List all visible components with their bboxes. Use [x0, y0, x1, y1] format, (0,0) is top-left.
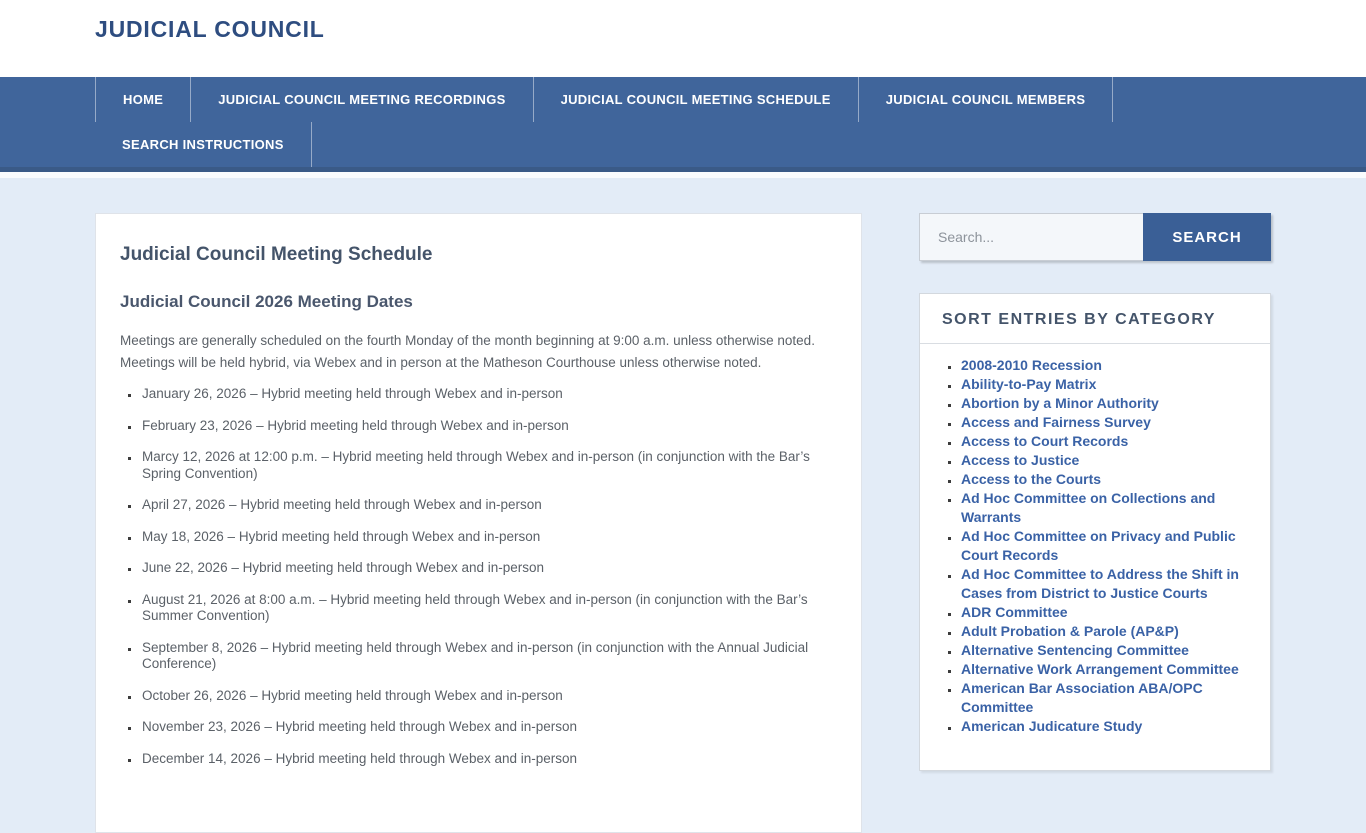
category-item [960, 470, 1252, 489]
category-link[interactable]: Ability-to-Pay Matrix [961, 376, 1097, 392]
main-nav [0, 77, 1366, 172]
nav-item[interactable]: JUDICIAL COUNCIL MEMBERS [859, 77, 1114, 122]
category-item [960, 603, 1252, 622]
nav-item[interactable]: JUDICIAL COUNCIL MEETING RECORDINGS [191, 77, 533, 122]
site-title[interactable]: JUDICIAL COUNCIL [95, 16, 325, 42]
nav-list [95, 77, 1271, 167]
site-header [0, 0, 1366, 77]
meeting-item: ▪ May 18, 2026 – Hybrid meeting held through Webex and in-person [140, 529, 837, 546]
intro-paragraph: Meetings are generally scheduled on the fourth Monday of the month beginning at 9:00 a.m. unless otherwise noted. Meetings will be held hybrid, via Webex and in person at the Matheson Courthouse unless otherwise noted. [120, 333, 815, 370]
category-link[interactable]: Access to the Courts [961, 471, 1102, 487]
page-body [95, 213, 1271, 833]
meeting-item: ▪ January 26, 2026 – Hybrid meeting held through Webex and in-person [140, 386, 837, 403]
category-item [960, 660, 1252, 679]
search-input[interactable] [919, 213, 1143, 261]
category-item [960, 356, 1252, 375]
category-item [960, 679, 1252, 717]
category-link[interactable]: American Judicature Study [961, 718, 1143, 734]
category-item [960, 527, 1252, 565]
content-card [95, 213, 862, 833]
search-button[interactable]: SEARCH [1143, 213, 1271, 261]
nav-divider [0, 172, 1366, 178]
category-link[interactable]: Ad Hoc Committee on Privacy and Public Court Records [961, 528, 1236, 563]
category-item [960, 375, 1252, 394]
category-link[interactable]: 2008-2010 Recession [961, 357, 1102, 373]
category-item [960, 565, 1252, 603]
category-link[interactable]: Access to Court Records [961, 433, 1129, 449]
category-link[interactable]: Access and Fairness Survey [961, 414, 1151, 430]
section-heading: Judicial Council 2026 Meeting Dates [120, 292, 413, 311]
category-item [960, 413, 1252, 432]
nav-item[interactable]: JUDICIAL COUNCIL MEETING SCHEDULE [534, 77, 859, 122]
header-inner [95, 0, 1271, 43]
category-item [960, 394, 1252, 413]
nav-item[interactable]: SEARCH INSTRUCTIONS [95, 122, 312, 167]
category-link[interactable]: Access to Justice [961, 452, 1080, 468]
category-item [960, 451, 1252, 470]
category-item [960, 641, 1252, 660]
category-link[interactable]: American Bar Association ABA/OPC Committee [961, 680, 1203, 715]
category-widget-title: SORT ENTRIES BY CATEGORY [920, 294, 1270, 344]
meeting-item: ▪ April 27, 2026 – Hybrid meeting held through Webex and in-person [140, 497, 837, 514]
category-link[interactable]: ADR Committee [961, 604, 1068, 620]
meeting-item: ▪ August 21, 2026 at 8:00 a.m. – Hybrid meeting held through Webex and in-person (in conjunction with the Bar’s Summer Convention) [140, 592, 837, 625]
category-link[interactable]: Alternative Work Arrangement Committee [961, 661, 1239, 677]
search-form [919, 213, 1271, 261]
page-title: Judicial Council Meeting Schedule [120, 244, 433, 265]
meeting-item: ▪ November 23, 2026 – Hybrid meeting held through Webex and in-person [140, 719, 837, 736]
meeting-list [120, 386, 837, 767]
category-link[interactable]: Ad Hoc Committee to Address the Shift in Cases from District to Justice Courts [961, 566, 1239, 601]
meeting-item: ▪ February 23, 2026 – Hybrid meeting held through Webex and in-person [140, 418, 837, 435]
category-link[interactable]: Abortion by a Minor Authority [961, 395, 1159, 411]
category-link[interactable]: Ad Hoc Committee on Collections and Warrants [961, 490, 1216, 525]
category-link[interactable]: Alternative Sentencing Committee [961, 642, 1189, 658]
category-link[interactable]: Adult Probation & Parole (AP&P) [961, 623, 1179, 639]
meeting-item: ▪ June 22, 2026 – Hybrid meeting held through Webex and in-person [140, 560, 837, 577]
category-widget [919, 293, 1271, 771]
category-item [960, 489, 1252, 527]
sidebar [919, 213, 1271, 771]
meeting-item: ▪ Marcy 12, 2026 at 12:00 p.m. – Hybrid meeting held through Webex and in-person (in conjunction with the Bar’s Spring Convention) [140, 449, 837, 482]
meeting-item: ▪ October 26, 2026 – Hybrid meeting held through Webex and in-person [140, 688, 837, 705]
category-item [960, 717, 1252, 736]
category-list [920, 356, 1270, 760]
category-item [960, 622, 1252, 641]
meeting-item: ▪ September 8, 2026 – Hybrid meeting held through Webex and in-person (in conjunction with the Annual Judicial Conference) [140, 640, 837, 673]
meeting-item: ▪ December 14, 2026 – Hybrid meeting held through Webex and in-person [140, 751, 837, 768]
category-item [960, 432, 1252, 451]
nav-item[interactable]: HOME [95, 77, 191, 122]
